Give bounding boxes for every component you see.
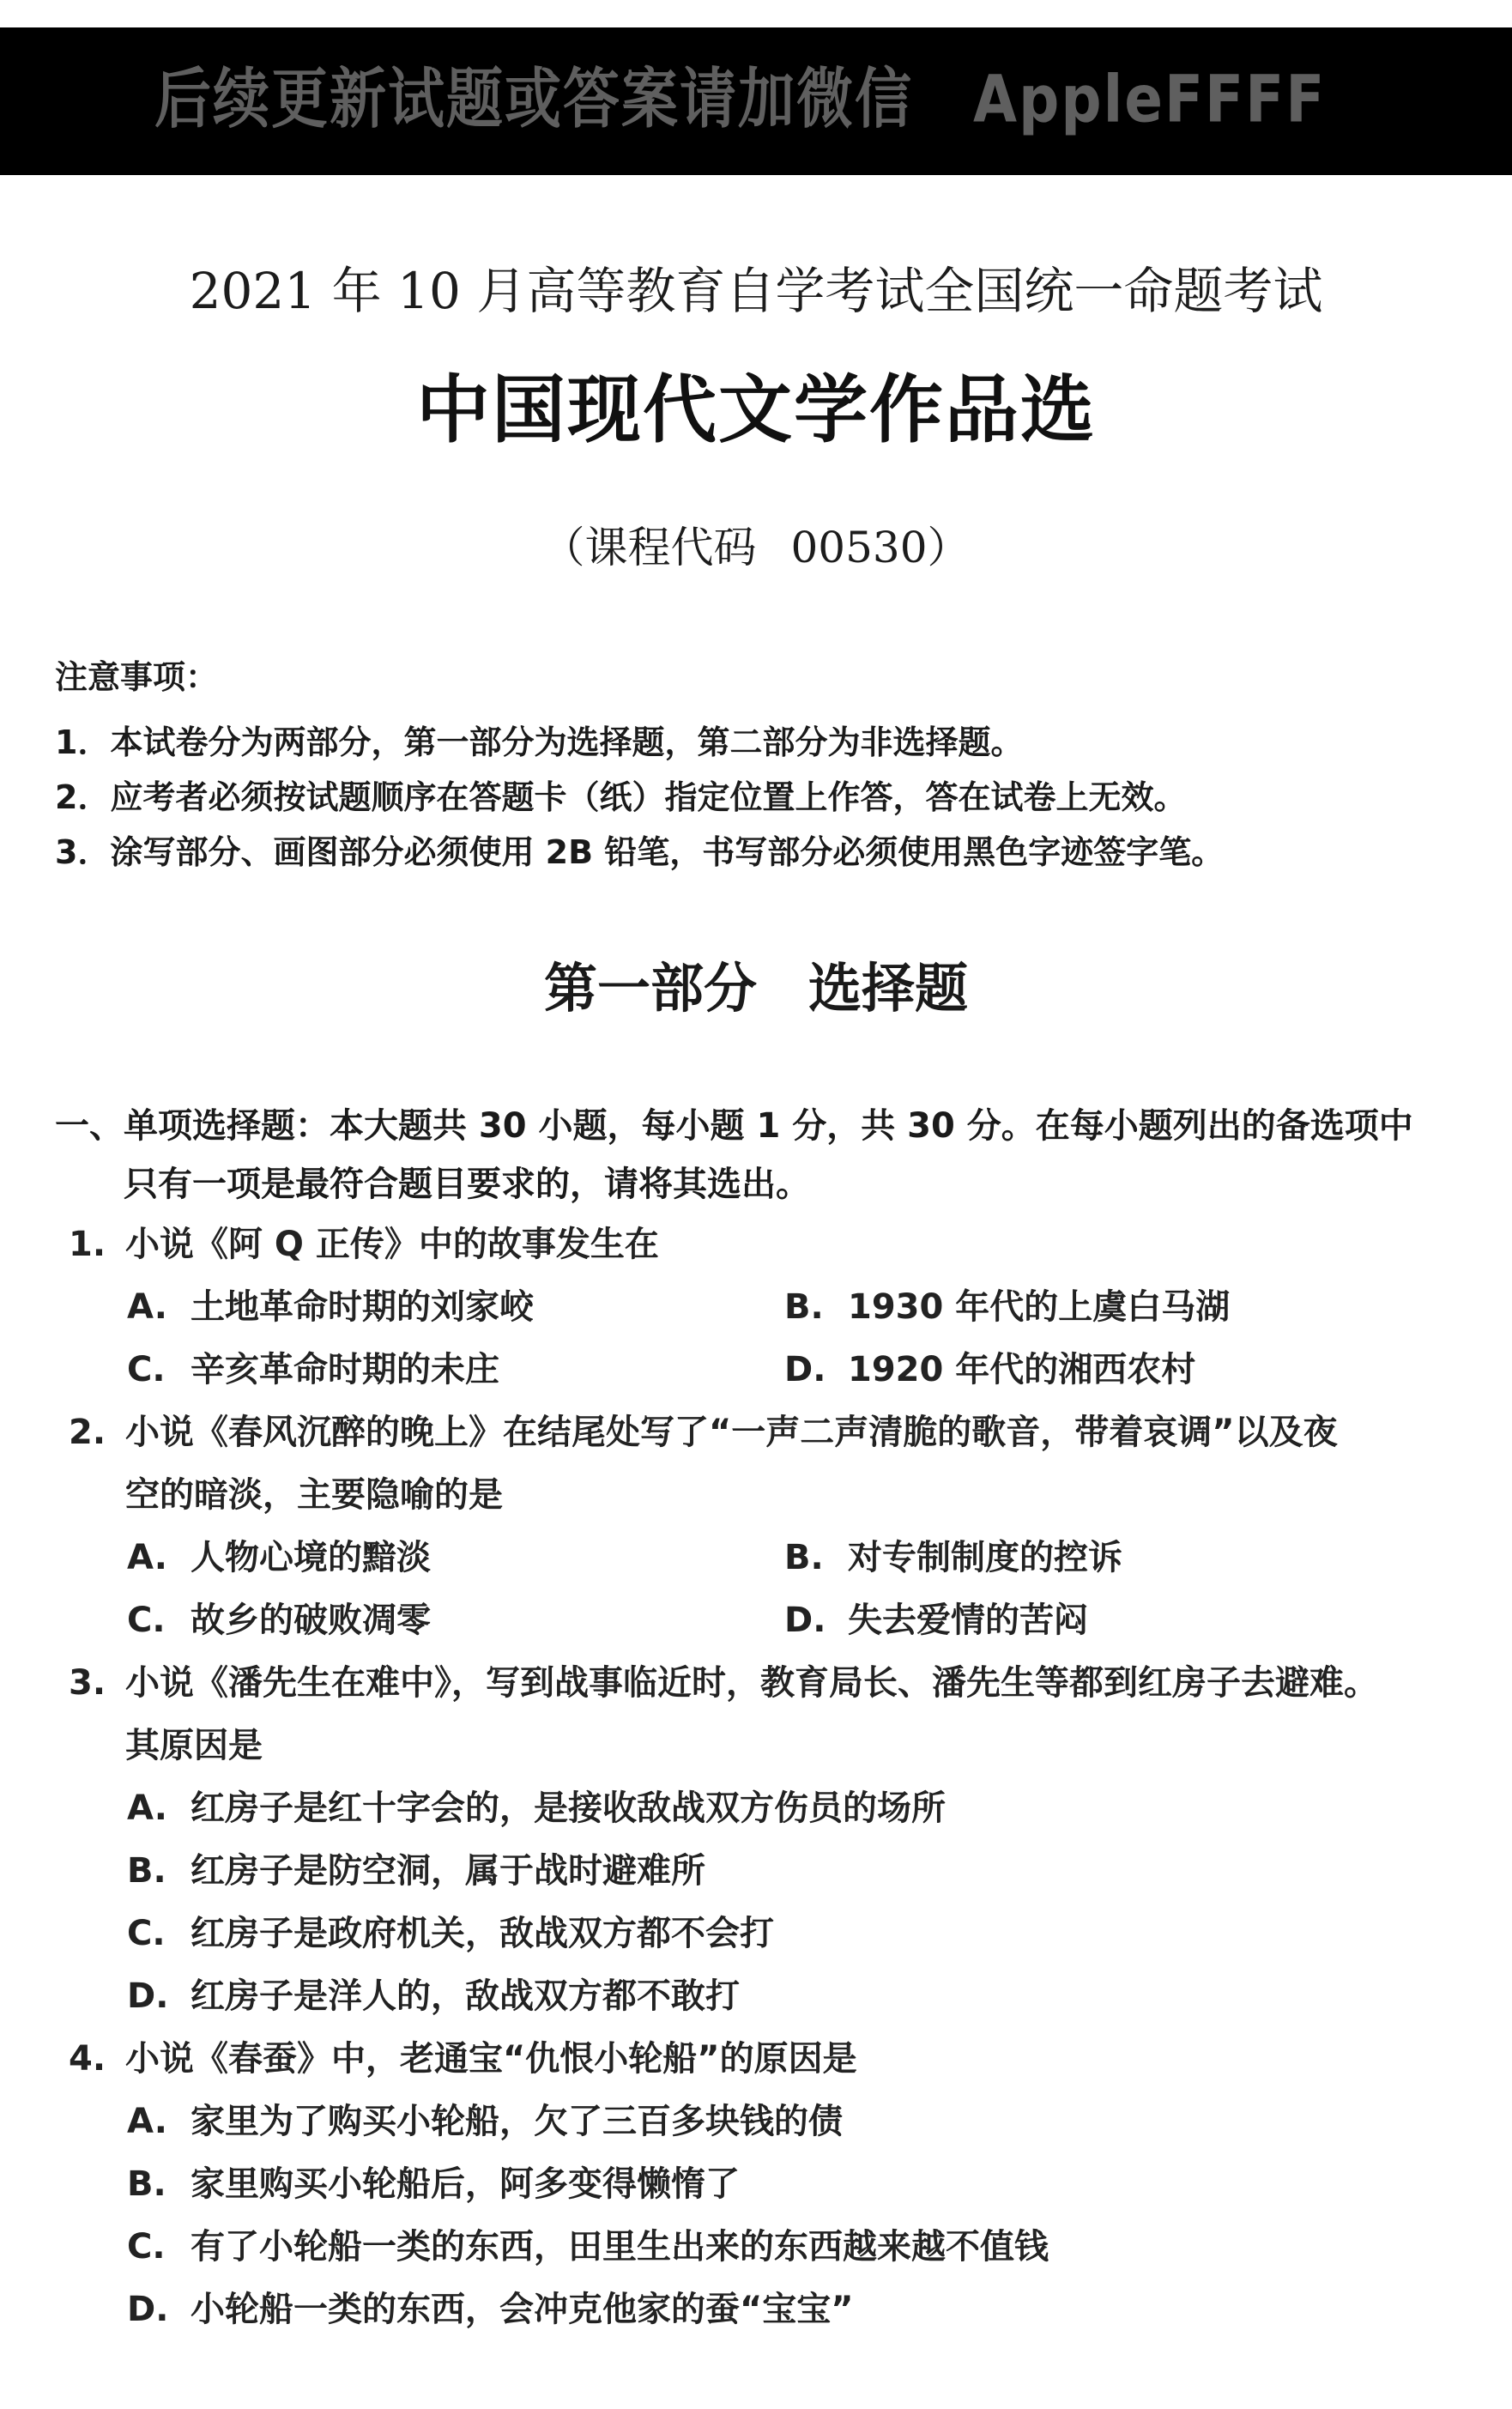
subject-title: 中国现代文学作品选	[416, 367, 1096, 453]
option-letter: B.	[784, 1538, 824, 1577]
question-text: 小说《阿 Q 正传》中的故事发生在	[125, 1225, 659, 1264]
question-1	[69, 1214, 1459, 1401]
option-text: 1920 年代的湘西农村	[848, 1350, 1196, 1389]
question-number: 4.	[69, 2039, 106, 2079]
option-text: 家里购买小轮船后，阿多变得懒惰了	[191, 2164, 740, 2204]
question-stem	[69, 2028, 1459, 2091]
question-text: 小说《春蚕》中，老通宝“仇恨小轮船”的原因是	[125, 2039, 857, 2079]
option-letter: D.	[784, 1601, 826, 1640]
question-stem	[69, 1401, 1459, 1527]
course-code-label: （课程代码	[541, 523, 757, 572]
option-a[interactable]	[127, 1527, 784, 1589]
option-letter: A.	[127, 1789, 167, 1828]
options-grid	[69, 1276, 1459, 1401]
options-list	[69, 1777, 1459, 2028]
option-letter: A.	[127, 1287, 167, 1327]
option-text: 人物心境的黯淡	[191, 1538, 431, 1577]
question-3	[69, 1652, 1459, 2028]
option-letter: D.	[127, 1976, 169, 2016]
section-instructions-line1: 一、单项选择题：本大题共 30 小题，每小题 1 分，共 30 分。在每小题列出的备选项中	[55, 1106, 1413, 1146]
option-letter: C.	[127, 2227, 166, 2267]
part-title	[0, 946, 1512, 1022]
option-text: 故乡的破败凋零	[191, 1601, 431, 1640]
option-text: 红房子是防空洞，属于战时避难所	[191, 1851, 705, 1891]
question-text-continued: 空的暗淡，主要隐喻的是	[125, 1475, 503, 1515]
option-letter: A.	[127, 1538, 167, 1577]
option-text: 有了小轮船一类的东西，田里生出来的东西越来越不值钱	[191, 2227, 1049, 2267]
option-c[interactable]	[127, 1589, 784, 1652]
watermark-message: 后续更新试题或答案请加微信	[154, 61, 913, 137]
section-instructions	[55, 1097, 1462, 1214]
option-b[interactable]	[127, 1840, 1459, 1903]
question-number: 1.	[69, 1225, 106, 1264]
options-grid	[69, 1527, 1459, 1652]
option-text: 失去爱情的苦闷	[848, 1601, 1088, 1640]
question-2	[69, 1401, 1459, 1652]
option-a[interactable]	[127, 1777, 1459, 1840]
course-code	[0, 513, 1512, 575]
question-4	[69, 2028, 1459, 2341]
notice-section	[55, 651, 1224, 880]
option-letter: C.	[127, 1350, 166, 1389]
notice-item: 2．应考者必须按试题顺序在答题卡（纸）指定位置上作答，答在试卷上无效。	[55, 778, 1187, 816]
option-text: 辛亥革命时期的未庄	[191, 1350, 499, 1389]
option-d[interactable]	[127, 2279, 1459, 2341]
option-text: 对专制制度的控诉	[848, 1538, 1122, 1577]
watermark-wechat-id: AppleFFFF	[973, 61, 1327, 137]
exam-title: 2021 年 10 月高等教育自学考试全国统一命题考试	[189, 262, 1323, 320]
watermark-banner	[0, 27, 1512, 175]
option-d[interactable]	[784, 1339, 1471, 1401]
question-stem	[69, 1652, 1459, 1777]
option-letter: C.	[127, 1601, 166, 1640]
notice-item: 1．本试卷分为两部分，第一部分为选择题，第二部分为非选择题。	[55, 723, 1024, 761]
course-code-number: 00530）	[790, 523, 971, 572]
option-letter: D.	[784, 1350, 826, 1389]
notice-title: 注意事项：	[55, 658, 219, 696]
option-text: 红房子是政府机关，敌战双方都不会打	[191, 1914, 774, 1953]
options-list	[69, 2091, 1459, 2341]
option-letter: D.	[127, 2290, 169, 2329]
question-number: 3.	[69, 1663, 106, 1703]
section-instructions-line2: 只有一项是最符合题目要求的，请将其选出。	[124, 1165, 810, 1204]
option-d[interactable]	[127, 1965, 1459, 2028]
option-b[interactable]	[784, 1276, 1471, 1339]
option-letter: C.	[127, 1914, 166, 1953]
question-list	[69, 1214, 1459, 2341]
question-text: 小说《春风沉醉的晚上》在结尾处写了“一声二声清脆的歌音，带着哀调”以及夜	[125, 1413, 1338, 1452]
option-d[interactable]	[784, 1589, 1471, 1652]
option-letter: A.	[127, 2102, 167, 2141]
notice-item: 3．涂写部分、画图部分必须使用 2B 铅笔，书写部分必须使用黑色字迹签字笔。	[55, 833, 1225, 871]
option-a[interactable]	[127, 1276, 784, 1339]
option-c[interactable]	[127, 2216, 1459, 2279]
option-b[interactable]	[127, 2153, 1459, 2216]
part-title-name: 选择题	[808, 957, 969, 1020]
option-letter: B.	[127, 1851, 166, 1891]
option-text: 红房子是洋人的，敌战双方都不敢打	[191, 1976, 740, 2016]
option-c[interactable]	[127, 1339, 784, 1401]
part-title-number: 第一部分	[543, 957, 757, 1020]
option-b[interactable]	[784, 1527, 1471, 1589]
option-text: 红房子是红十字会的，是接收敌战双方伤员的场所	[191, 1789, 946, 1828]
watermark-text	[154, 46, 1326, 140]
option-letter: B.	[127, 2164, 166, 2204]
option-text: 家里为了购买小轮船，欠了三百多块钱的债	[191, 2102, 843, 2141]
option-letter: B.	[784, 1287, 824, 1327]
option-text: 小轮船一类的东西，会冲克他家的蚕“宝宝”	[191, 2290, 854, 2329]
question-text: 小说《潘先生在难中》，写到战事临近时，教育局长、潘先生等都到红房子去避难。	[125, 1663, 1378, 1703]
option-text: 土地革命时期的刘家峧	[191, 1287, 534, 1327]
option-text: 1930 年代的上虞白马湖	[848, 1287, 1231, 1327]
question-number: 2.	[69, 1413, 106, 1452]
option-c[interactable]	[127, 1903, 1459, 1965]
question-stem	[69, 1214, 1459, 1276]
option-a[interactable]	[127, 2091, 1459, 2153]
question-text-continued: 其原因是	[125, 1726, 263, 1765]
